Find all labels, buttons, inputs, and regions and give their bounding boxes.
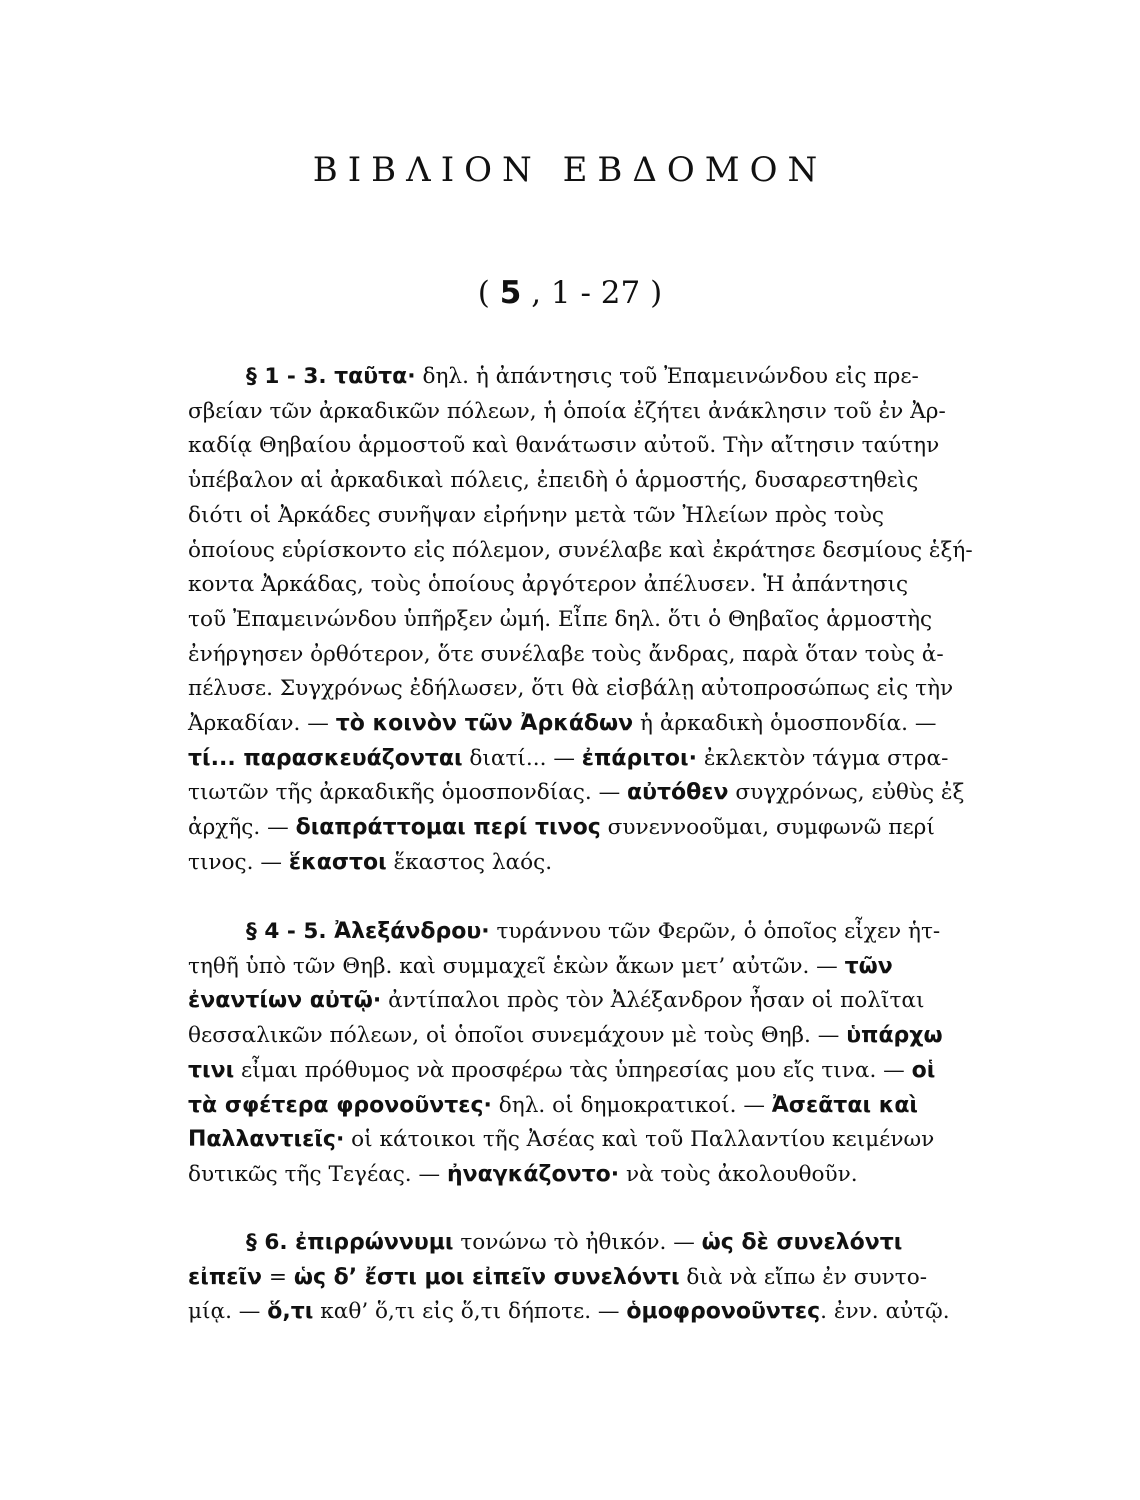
lemma-term: διαπράττομαι περί τινος	[295, 815, 601, 841]
lemma-term: ὑπάρχω	[846, 1023, 943, 1049]
commentary-text: νὰ τοὺς ἀκολουθοῦν.	[619, 1161, 858, 1187]
commentary-text: τυράννου τῶν Φερῶν, ὁ ὁποῖος εἶχεν ἡτ-	[489, 919, 941, 944]
lemma-term: οἱ	[911, 1057, 936, 1083]
commentary-text: διατί... —	[462, 745, 582, 771]
commentary-text: τηθῆ ὑπὸ τῶν Θηβ. καὶ συμμαχεῖ ἑκὼν ἄκων μετ’ αὐτῶν. —	[188, 953, 845, 979]
commentary-text: σβείαν τῶν ἀρκαδικῶν πόλεων, ἡ ὁποία ἐζήτει ἀνάκλησιν τοῦ ἐν Ἀρ-	[188, 398, 946, 424]
lemma-term: τὰ σφέτερα φρονοῦντες·	[188, 1092, 492, 1118]
lemma-term: Ἀλεξάνδρου·	[334, 919, 490, 944]
section-reference: § 4 - 5.	[246, 919, 335, 944]
text-line	[188, 950, 1042, 985]
text-line	[188, 395, 1042, 430]
section-reference: § 1 - 3.	[246, 364, 335, 389]
chapter-range	[0, 275, 1140, 311]
commentary-text: Ἀρκαδίαν. —	[188, 711, 336, 737]
commentary-text: δυτικῶς τῆς Τεγέας. —	[188, 1161, 447, 1187]
commentary-text: συνεννοοῦμαι, συμφωνῶ περί	[600, 815, 935, 841]
lemma-term: ἐναντίων αὐτῷ·	[188, 988, 382, 1014]
text-line	[188, 534, 1042, 569]
text-line	[188, 1054, 1042, 1089]
range-rest: , 1 - 27 )	[531, 275, 663, 311]
commentary-text: πέλυσε. Συγχρόνως ἐδήλωσεν, ὅτι θὰ εἰσβάλῃ αὐτοπροσώπως εἰς τὴν	[188, 676, 954, 702]
commentary-text: . ἐνν. αὐτῷ.	[820, 1299, 950, 1325]
commentary-text: καθ’ ὅ,τι εἰς ὅ,τι δήποτε. —	[313, 1299, 627, 1325]
text-line	[188, 1089, 1042, 1124]
commentary-text: δηλ. οἱ δημοκρατικοί. —	[491, 1092, 772, 1118]
lemma-term: ἐπιρρώννυμι	[295, 1230, 454, 1255]
lemma-term: εἰπεῖν	[188, 1264, 263, 1290]
lemma-term: αὐτόθεν	[627, 780, 729, 806]
commentary-text: ἀντίπαλοι πρὸς τὸν Ἀλέξανδρον ἦσαν οἱ πολῖται	[381, 988, 925, 1014]
lemma-term: ὡς δ’ ἔστι μοι εἰπεῖν συνελόντι	[293, 1264, 680, 1290]
lemma-term: ἐπάριτοι·	[581, 745, 697, 771]
commentary-text: τοῦ Ἐπαμεινώνδου ὑπῆρξεν ὠμή. Εἶπε δηλ. ὅτι ὁ Θηβαῖος ἁρμοστὴς	[188, 606, 933, 632]
commentary-text: ἀρχῆς. —	[188, 815, 296, 841]
text-line	[188, 568, 1042, 603]
lemma-term: τῶν	[844, 953, 893, 979]
text-line	[188, 1261, 1042, 1296]
text-line	[188, 499, 1042, 534]
lemma-term: Παλλαντιεῖς·	[188, 1127, 345, 1153]
commentary-text: ὑπέβαλον αἱ ἀρκαδικαὶ πόλεις, ἐπειδὴ ὁ ἁρμοστής, δυσαρεστηθεὶς	[188, 468, 919, 494]
section-1-3	[188, 360, 1042, 881]
text-line	[188, 1226, 1042, 1261]
text-line	[188, 811, 1042, 846]
lemma-term: ὁμοφρονοῦντες	[626, 1299, 821, 1325]
section-reference: § 6.	[246, 1230, 296, 1255]
commentary-text: ἡ ἀρκαδικὴ ὁμοσπονδία. —	[633, 711, 937, 737]
text-line	[188, 846, 1042, 881]
lemma-term: ταῦτα·	[334, 364, 416, 389]
text-line	[188, 1019, 1042, 1054]
range-book-number: 5	[499, 275, 522, 311]
text-line	[188, 742, 1042, 777]
commentary-text: κοντα Ἀρκάδας, τοὺς ὁποίους ἀργότερον ἀπέλυσεν. Ἡ ἀπάντησις	[188, 572, 909, 598]
text-line	[188, 603, 1042, 638]
text-line	[188, 776, 1042, 811]
commentary-text: εἶμαι πρόθυμος νὰ προσφέρω τὰς ὑπηρεσίας μου εἴς τινα. —	[234, 1057, 912, 1083]
section-6	[188, 1226, 1042, 1330]
text-line	[188, 915, 1042, 950]
commentary-text: διότι οἱ Ἀρκάδες συνῆψαν εἰρήνην μετὰ τῶν Ἠλείων πρὸς τοὺς	[188, 502, 885, 528]
commentary-text: τινος. —	[188, 849, 289, 875]
text-line	[188, 360, 1042, 395]
lemma-term: Ἀσεᾶται καὶ	[771, 1092, 919, 1118]
text-line	[188, 429, 1042, 464]
text-line	[188, 638, 1042, 673]
text-line	[188, 984, 1042, 1019]
lemma-term: ὅ,τι	[267, 1299, 314, 1325]
commentary-text: ἕκαστος λαός.	[386, 849, 553, 875]
text-line	[188, 672, 1042, 707]
text-line	[188, 1123, 1042, 1158]
commentary-text: ἐνήργησεν ὀρθότερον, ὅτε συνέλαβε τοὺς ἄνδρας, παρὰ ὅταν τοὺς ἀ-	[188, 641, 944, 667]
range-open: (	[477, 275, 490, 311]
commentary-text: οἱ κάτοικοι τῆς Ἀσέας καὶ τοῦ Παλλαντίου κειμένων	[344, 1127, 935, 1153]
commentary-text: θεσσαλικῶν πόλεων, οἱ ὁποῖοι συνεμάχουν μὲ τοὺς Θηβ. —	[188, 1023, 847, 1049]
text-line	[188, 1158, 1042, 1193]
commentary-text: μίᾳ. —	[188, 1299, 268, 1325]
commentary-text: =	[262, 1264, 294, 1290]
text-line	[188, 464, 1042, 499]
commentary-text: συγχρόνως, εὐθὺς ἐξ	[728, 780, 965, 806]
text-line	[188, 707, 1042, 742]
lemma-term: ὡς δὲ συνελόντι	[701, 1230, 903, 1255]
commentary-text: ὁποίους εὑρίσκοντο εἰς πόλεμον, συνέλαβε καὶ ἐκράτησε δεσμίους ἑξή-	[188, 537, 973, 563]
commentary-text: δηλ. ἡ ἀπάντησις τοῦ Ἐπαμεινώνδου εἰς πρε-	[415, 364, 919, 389]
lemma-term: ἠναγκάζοντο·	[447, 1161, 620, 1187]
text-line	[188, 1295, 1042, 1330]
lemma-term: τί... παρασκευάζονται	[188, 745, 463, 771]
section-4-5	[188, 915, 1042, 1193]
lemma-term: τινι	[188, 1057, 235, 1083]
book-title: ΒΙΒΛΙΟΝ ΕΒΔΟΜΟΝ	[312, 150, 828, 190]
commentary-text: ἐκλεκτὸν τάγμα στρα-	[696, 745, 949, 771]
commentary-text: καδίᾳ Θηβαίου ἁρμοστοῦ καὶ θανάτωσιν αὐτοῦ. Τὴν αἴτησιν ταύτην	[188, 433, 940, 459]
lemma-term: τὸ κοινὸν τῶν Ἀρκάδων	[335, 711, 634, 737]
lemma-term: ἕκαστοι	[288, 849, 387, 875]
commentary-text: διὰ νὰ εἴπω ἐν συντο-	[679, 1264, 928, 1290]
commentary-text: τιωτῶν τῆς ἀρκαδικῆς ὁμοσπονδίας. —	[188, 780, 628, 806]
commentary-text: τονώνω τὸ ἠθικόν. —	[453, 1230, 702, 1255]
